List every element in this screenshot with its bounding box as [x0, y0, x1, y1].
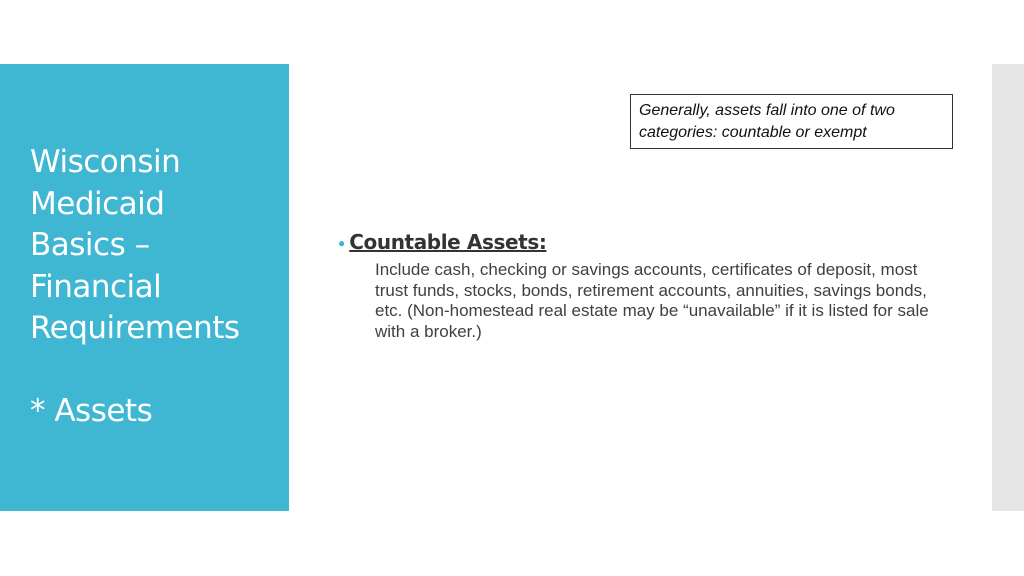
callout-box: Generally, assets fall into one of two categories: countable or exempt — [630, 94, 953, 149]
bullet-item — [338, 230, 938, 342]
title-line: Financial — [30, 268, 162, 305]
side-strip — [992, 64, 1024, 511]
slide-title — [30, 142, 285, 433]
title-line: Wisconsin — [30, 144, 181, 180]
title-line: Requirements — [30, 310, 240, 346]
title-spacer — [30, 350, 285, 392]
title-line: Basics – — [30, 227, 150, 263]
bullet-header — [338, 230, 938, 254]
title-line: Medicaid — [30, 185, 165, 222]
bullet-title: Countable Assets: — [349, 230, 547, 254]
bullet-body: Include cash, checking or savings accounts, certificates of deposit, most trust funds, stocks, bonds, retirement accounts, annuities, savings bonds, etc. (Non-homestead real estate may be “unavailable” if it is listed for sale with a broker.) — [375, 260, 929, 341]
slide-subtitle: * Assets — [30, 393, 153, 429]
bullet-dot-icon: ● — [338, 236, 346, 250]
